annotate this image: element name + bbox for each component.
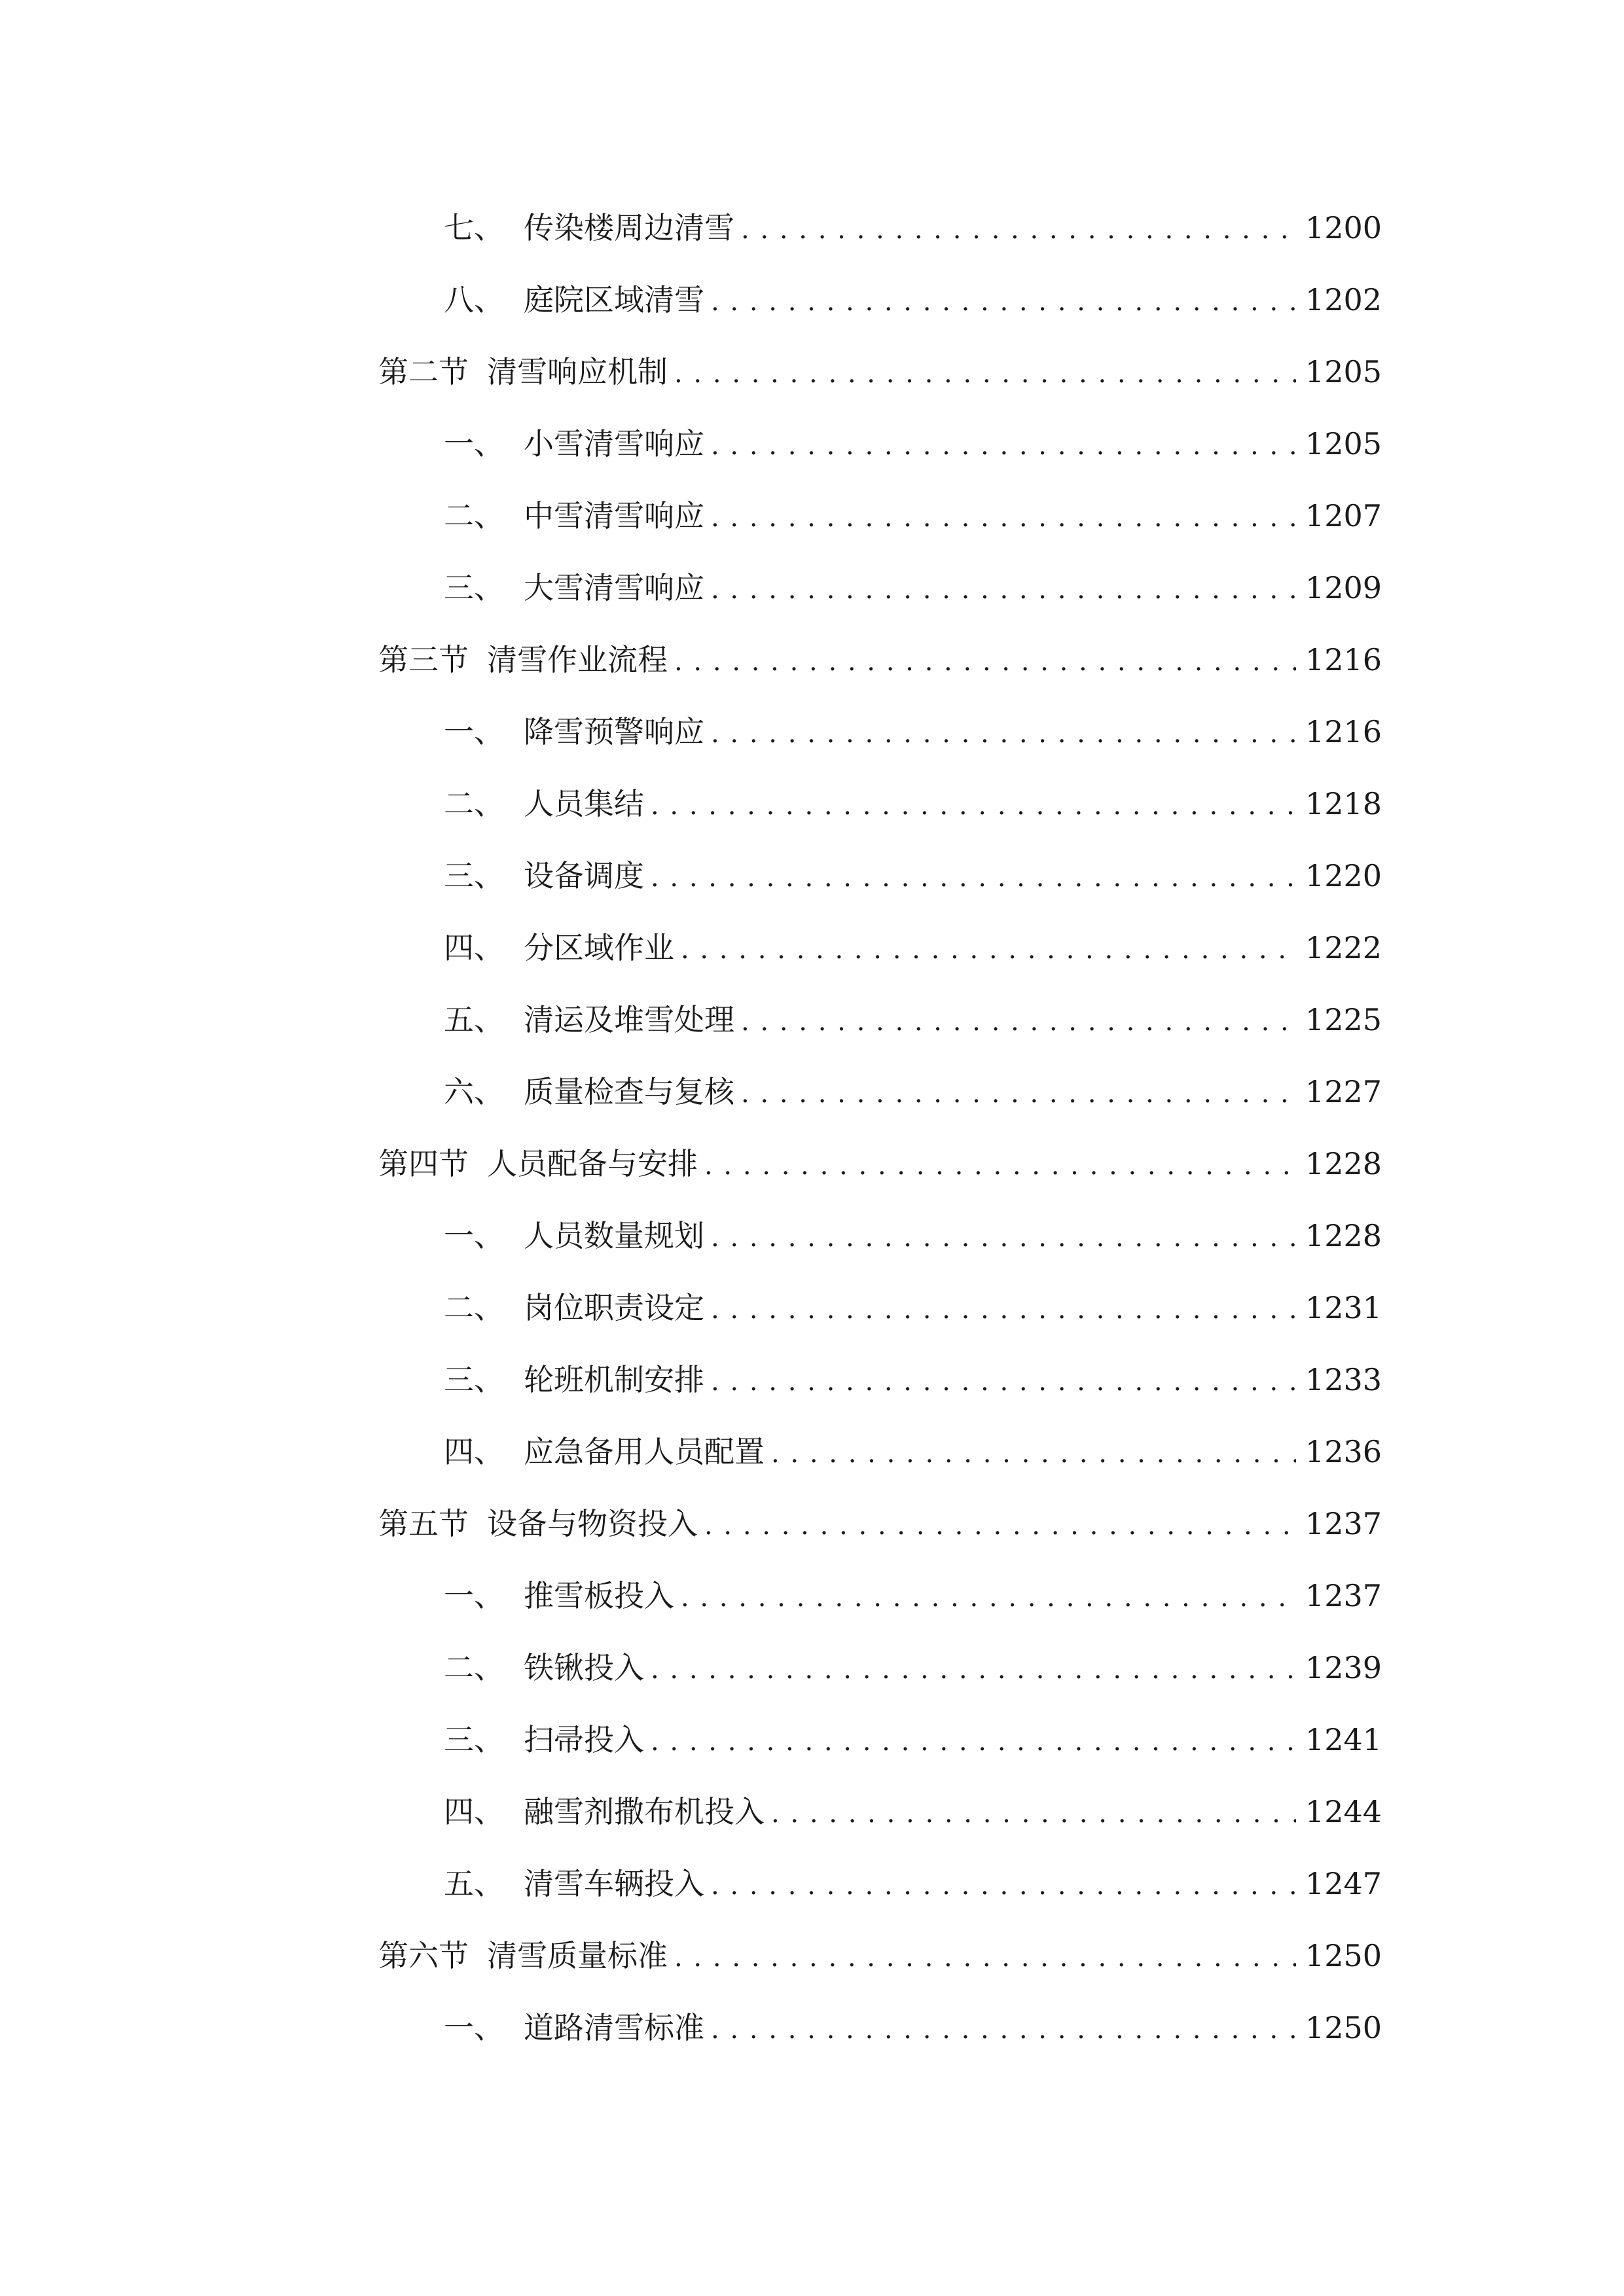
toc-entry-title: 中雪清雪响应 bbox=[524, 498, 704, 533]
toc-section-number: 第六节 bbox=[378, 1938, 469, 1973]
toc-entry-page: 1216 bbox=[1305, 714, 1382, 749]
dot-leader bbox=[741, 1074, 1296, 1111]
dot-leader bbox=[651, 1722, 1296, 1759]
dot-leader bbox=[711, 426, 1296, 463]
toc-entry[interactable] bbox=[444, 1720, 1382, 1759]
toc-entry[interactable] bbox=[444, 856, 1382, 895]
dot-leader bbox=[711, 714, 1296, 751]
toc-section[interactable] bbox=[378, 1144, 1382, 1183]
toc-section-title: 设备与物资投入 bbox=[487, 1506, 698, 1541]
toc-entry-number: 六、 bbox=[444, 1074, 504, 1109]
toc-entry-page: 1202 bbox=[1305, 282, 1382, 317]
toc-entry-page: 1244 bbox=[1305, 1794, 1382, 1829]
toc-entry[interactable] bbox=[444, 1792, 1382, 1831]
dot-leader bbox=[711, 1362, 1296, 1399]
toc-entry-page: 1227 bbox=[1305, 1074, 1382, 1109]
toc-entry-title: 轮班机制安排 bbox=[524, 1362, 704, 1397]
dot-leader bbox=[674, 642, 1296, 679]
toc-entry-number: 四、 bbox=[444, 1794, 504, 1829]
toc-entry[interactable] bbox=[444, 208, 1382, 247]
toc-entry-title: 清运及堆雪处理 bbox=[524, 1002, 734, 1037]
toc-entry[interactable] bbox=[444, 424, 1382, 463]
toc-entry-page: 1233 bbox=[1305, 1362, 1382, 1397]
toc-entry-number: 二、 bbox=[444, 786, 504, 821]
toc-section[interactable] bbox=[378, 1504, 1382, 1543]
toc-entry-number: 五、 bbox=[444, 1866, 504, 1901]
dot-leader bbox=[711, 570, 1296, 607]
toc-entry[interactable] bbox=[444, 712, 1382, 751]
dot-leader bbox=[711, 498, 1296, 535]
dot-leader bbox=[711, 2010, 1296, 2047]
toc-section-title: 人员配备与安排 bbox=[487, 1146, 698, 1181]
dot-leader bbox=[711, 282, 1296, 319]
toc-entry-title: 分区域作业 bbox=[524, 930, 674, 965]
toc-entry-number: 三、 bbox=[444, 570, 504, 605]
toc-entry-title: 推雪板投入 bbox=[524, 1578, 674, 1613]
toc-entry-page: 1250 bbox=[1305, 2010, 1382, 2045]
toc-entry-number: 八、 bbox=[444, 282, 504, 317]
toc-entry-page: 1239 bbox=[1305, 1650, 1382, 1685]
toc-entry-number: 四、 bbox=[444, 1434, 504, 1469]
toc-entry-number: 五、 bbox=[444, 1002, 504, 1037]
dot-leader bbox=[771, 1794, 1296, 1831]
toc-entry[interactable] bbox=[444, 496, 1382, 535]
toc-section-number: 第五节 bbox=[378, 1506, 469, 1541]
toc-section-title: 清雪质量标准 bbox=[487, 1938, 668, 1973]
toc-entry-number: 二、 bbox=[444, 498, 504, 533]
toc-section-page: 1216 bbox=[1305, 642, 1382, 677]
toc-entry-page: 1218 bbox=[1305, 786, 1382, 821]
dot-leader bbox=[651, 858, 1296, 895]
toc-entry-page: 1247 bbox=[1305, 1866, 1382, 1901]
toc-section[interactable] bbox=[378, 1936, 1382, 1975]
toc-entry-number: 三、 bbox=[444, 858, 504, 893]
toc-entry-number: 一、 bbox=[444, 426, 504, 461]
toc-entry-number: 一、 bbox=[444, 1578, 504, 1613]
toc-entry-title: 铁锹投入 bbox=[524, 1650, 644, 1685]
toc-entry-title: 大雪清雪响应 bbox=[524, 570, 704, 605]
toc-section-page: 1250 bbox=[1305, 1938, 1382, 1973]
dot-leader bbox=[711, 1866, 1296, 1903]
toc-section-number: 第四节 bbox=[378, 1146, 469, 1181]
toc-entry-number: 七、 bbox=[444, 210, 504, 245]
dot-leader bbox=[741, 1002, 1296, 1039]
toc-entry[interactable] bbox=[444, 1576, 1382, 1615]
toc-entry[interactable] bbox=[444, 280, 1382, 319]
toc-entry-page: 1231 bbox=[1305, 1290, 1382, 1325]
toc-section-page: 1205 bbox=[1305, 354, 1382, 389]
dot-leader bbox=[741, 210, 1296, 247]
toc-entry-page: 1228 bbox=[1305, 1218, 1382, 1253]
toc-entry-page: 1237 bbox=[1305, 1578, 1382, 1613]
toc-entry-page: 1222 bbox=[1305, 930, 1382, 965]
toc-entry-page: 1200 bbox=[1305, 210, 1382, 245]
toc-entry[interactable] bbox=[444, 1288, 1382, 1327]
toc-section-page: 1237 bbox=[1305, 1506, 1382, 1541]
toc-entry[interactable] bbox=[444, 1864, 1382, 1903]
toc-section-number: 第二节 bbox=[378, 354, 469, 389]
toc-entry[interactable] bbox=[444, 1432, 1382, 1471]
toc-section-title: 清雪响应机制 bbox=[487, 354, 668, 389]
toc-entry[interactable] bbox=[444, 928, 1382, 967]
toc-entry[interactable] bbox=[444, 784, 1382, 823]
toc-entry-page: 1220 bbox=[1305, 858, 1382, 893]
dot-leader bbox=[681, 1578, 1296, 1615]
toc-entry-number: 一、 bbox=[444, 2010, 504, 2045]
dot-leader bbox=[704, 1506, 1296, 1543]
toc-entry-title: 人员数量规划 bbox=[524, 1218, 704, 1253]
toc-entry-title: 质量检查与复核 bbox=[524, 1074, 734, 1109]
toc-section-page: 1228 bbox=[1305, 1146, 1382, 1181]
toc-entry-title: 人员集结 bbox=[524, 786, 644, 821]
toc-entry-number: 一、 bbox=[444, 1218, 504, 1253]
toc-entry[interactable] bbox=[444, 568, 1382, 607]
toc-entry-page: 1241 bbox=[1305, 1722, 1382, 1757]
toc-entry[interactable] bbox=[444, 1000, 1382, 1039]
toc-entry-page: 1207 bbox=[1305, 498, 1382, 533]
toc-section-number: 第三节 bbox=[378, 642, 469, 677]
toc-section[interactable] bbox=[378, 640, 1382, 679]
toc-entry[interactable] bbox=[444, 1360, 1382, 1399]
toc-entry-title: 扫帚投入 bbox=[524, 1722, 644, 1757]
toc-entry[interactable] bbox=[444, 2008, 1382, 2047]
dot-leader bbox=[651, 1650, 1296, 1687]
toc-entry-number: 二、 bbox=[444, 1290, 504, 1325]
toc-entry-title: 道路清雪标准 bbox=[524, 2010, 704, 2045]
toc-entry-number: 四、 bbox=[444, 930, 504, 965]
toc-entry-page: 1209 bbox=[1305, 570, 1382, 605]
toc-entry-title: 降雪预警响应 bbox=[524, 714, 704, 749]
toc-entry-title: 传染楼周边清雪 bbox=[524, 210, 734, 245]
toc-entry-title: 设备调度 bbox=[524, 858, 644, 893]
dot-leader bbox=[771, 1434, 1296, 1471]
toc-entry-title: 岗位职责设定 bbox=[524, 1290, 704, 1325]
dot-leader bbox=[704, 1146, 1296, 1183]
toc-entry-title: 小雪清雪响应 bbox=[524, 426, 704, 461]
toc-entry-number: 二、 bbox=[444, 1650, 504, 1685]
toc-entry[interactable] bbox=[444, 1072, 1382, 1111]
toc-entry[interactable] bbox=[444, 1216, 1382, 1255]
toc-entry-title: 应急备用人员配置 bbox=[524, 1434, 765, 1469]
toc-entry-title: 融雪剂撒布机投入 bbox=[524, 1794, 765, 1829]
dot-leader bbox=[681, 930, 1296, 967]
toc-entry-number: 一、 bbox=[444, 714, 504, 749]
toc-entry-number: 三、 bbox=[444, 1722, 504, 1757]
dot-leader bbox=[711, 1218, 1296, 1255]
dot-leader bbox=[711, 1290, 1296, 1327]
toc-entry-page: 1236 bbox=[1305, 1434, 1382, 1469]
toc-entry-page: 1205 bbox=[1305, 426, 1382, 461]
dot-leader bbox=[651, 786, 1296, 823]
dot-leader bbox=[674, 354, 1296, 391]
toc-entry-number: 三、 bbox=[444, 1362, 504, 1397]
toc-entry-page: 1225 bbox=[1305, 1002, 1382, 1037]
toc-section-title: 清雪作业流程 bbox=[487, 642, 668, 677]
toc-entry-title: 清雪车辆投入 bbox=[524, 1866, 704, 1901]
toc-entry[interactable] bbox=[444, 1648, 1382, 1687]
toc-entry-title: 庭院区域清雪 bbox=[524, 282, 704, 317]
dot-leader bbox=[674, 1938, 1296, 1975]
toc-section[interactable] bbox=[378, 352, 1382, 391]
